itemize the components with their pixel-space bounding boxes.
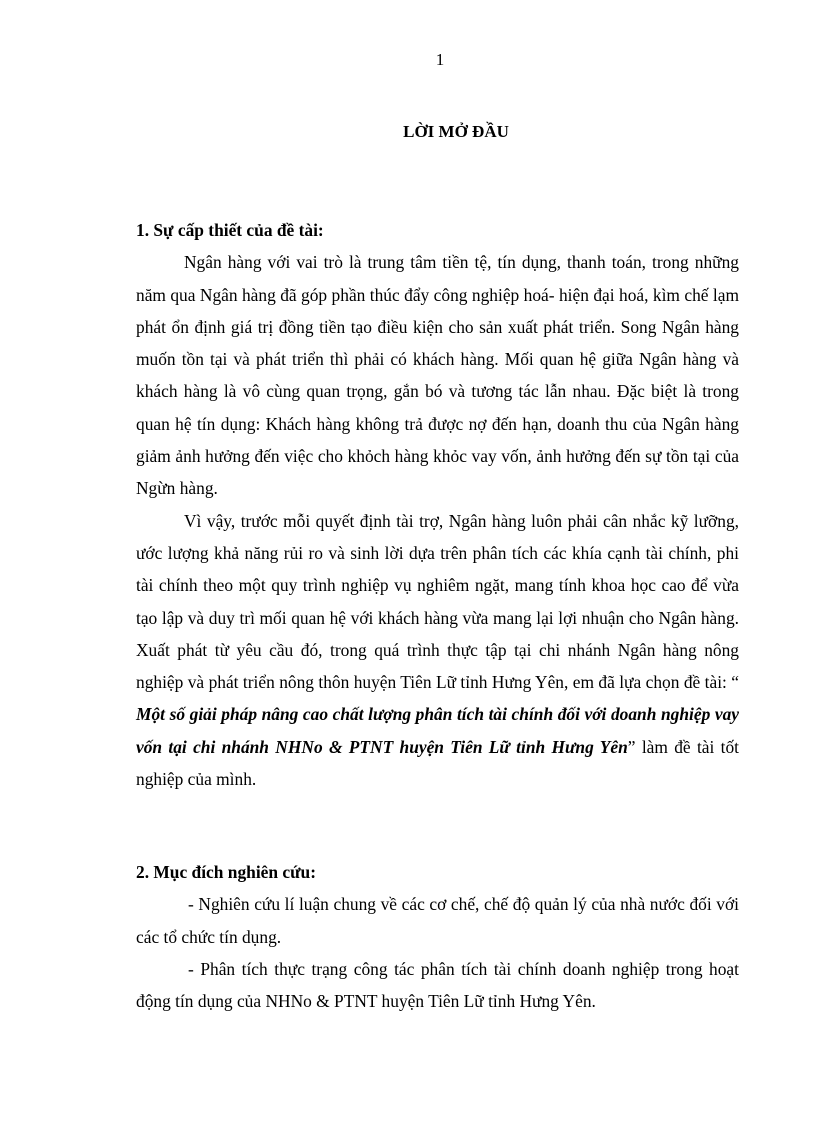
topic-intro-text: Vì vậy, trước mỗi quyết định tài trợ, Ngân hàng luôn phải cân nhắc kỹ lưỡng, ước lượng khả năng rủi ro và sinh lời dựa trên phân tích các khía cạnh tài chính, phi tài chính theo một quy trình nghiệp vụ nghiêm ngặt, mang tính khoa học cao để vừa tạo lập và duy trì mối quan hệ với khách hàng vừa mang lại lợi nhuận cho Ngân hàng. Xuất phát từ yêu cầu đó, trong quá trình thực tập tại chi nhánh Ngân hàng nông nghiệp và phát triển nông thôn huyện Tiên Lữ tỉnh Hưng Yên, em đã lựa chọn đề tài: “ [136,510,739,693]
document-title: LỜI MỞ ĐẦU [403,122,509,141]
thesis-topic: Một số giải pháp nâng cao chất lượng phân tích tài chính đối với doanh nghiệp vay vốn tại chi nhánh NHNo & PTNT huyện Tiên Lữ tỉnh Hưng Yên [136,704,739,757]
section-necessity [136,214,739,795]
page-number: 1 [435,50,445,69]
purpose-item-1: - Nghiên cứu lí luận chung về các cơ chế, chế độ quản lý của nhà nước đối với các tổ chức tín dụng. [136,894,739,947]
section-heading-purpose: 2. Mục đích nghiên cứu: [136,862,317,882]
section-heading-necessity: 1. Sự cấp thiết của đề tài: [136,220,324,240]
purpose-item-2: - Phân tích thực trạng công tác phân tích tài chính doanh nghiệp trong hoạt động tín dụng của NHNo & PTNT huyện Tiên Lữ tỉnh Hưng Yên. [136,958,739,1012]
topic-outro-text: ” làm đề tài tốt nghiệp của mình. [136,736,739,790]
paragraph-bank-role: Ngân hàng với vai trò là trung tâm tiền tệ, tín dụng, thanh toán, trong những năm qua Ngân hàng đã góp phần thúc đẩy công nghiệp hoá- hiện đại hoá, kìm chế lạm phát ổn định giá trị đồng tiền tạo điều kiện cho sản xuất phát triển. Song Ngân hàng muốn tồn tại và phát triển thì phải có khách hàng. Mối quan hệ giữa Ngân hàng và khách hàng là vô cùng quan trọng, gắn bó và tương tác lẫn nhau. Đặc biệt là trong quan hệ tín dụng: Khách hàng không trả được nợ đến hạn, doanh thu của Ngân hàng giảm ảnh hưởng đến việc cho khỏch hàng khỏc vay vốn, ảnh hưởng đến sự tồn tại của Ngừn hàng. [136,252,739,499]
paragraph-topic-choice [136,505,739,796]
section-research-purpose [136,856,739,1017]
